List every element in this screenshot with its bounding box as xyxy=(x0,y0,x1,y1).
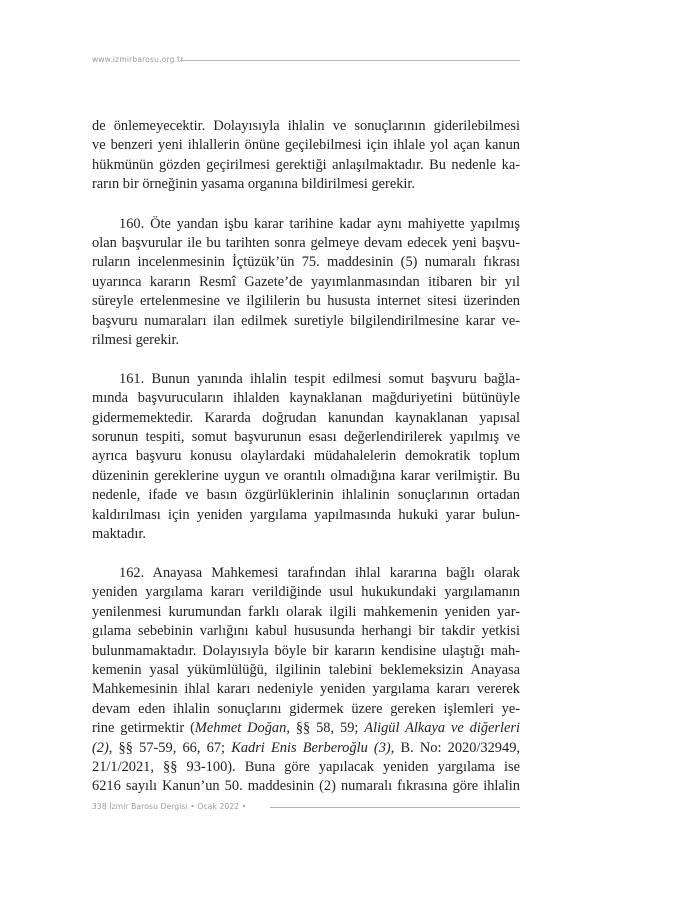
text-line: bulunmamaktadır. Dolayısıyla böyle bir kararın kendisine ulaştığı mah- xyxy=(92,642,520,659)
text-line: yenilenmesi kurumundan farklı olarak ilgili mahkemenin yeniden yar- xyxy=(92,603,520,620)
text-line: gidermemektedir. Kararda doğrudan kanundan kaynaklanan yapısal xyxy=(92,409,520,426)
text-line: kaldırılması için yeniden yargılama yapılmasında hukuki yarar bulun- xyxy=(92,506,520,523)
paragraph-161 xyxy=(92,370,520,545)
text-line: ve benzeri yeni ihlallerin önüne geçilebilmesi için ihlale yol açan kanun xyxy=(92,137,520,154)
text-line: ruların incelenmesinin İçtüzük’ün 75. maddesinin (5) numaralı fıkrası xyxy=(92,254,520,271)
text-line: yeniden yargılama kararı verildiğinde usul hukukundaki yargılamanın xyxy=(92,584,520,601)
text-line: süreyle ertelenmesine ve ilgililerin bu hususta internet sitesi üzerinden xyxy=(92,293,520,310)
text-line: uyarınca kararın Resmî Gazete’de yayımlanmasından itibaren bir yıl xyxy=(92,273,520,290)
header-divider xyxy=(180,60,520,61)
paragraph xyxy=(92,117,520,195)
paragraph-160 xyxy=(92,215,520,351)
text-line: gılama sebebinin varlığını kabul hususunda herhangi bir takdir yetkisi xyxy=(92,623,520,640)
text-line: Mahkemesinin ihlal kararı nedeniyle yeniden yargılama kararı vererek xyxy=(92,681,520,698)
text-line: maktadır. xyxy=(92,526,146,543)
text-line: de önlemeyecektir. Dolayısıyla ihlalin ve sonuçlarının giderilebilmesi xyxy=(92,118,520,134)
footer-page-info: 338 İzmir Barosu Dergisi • Ocak 2022 • xyxy=(92,802,247,811)
text-line: hükmünün gözden geçirilmesi gerektiği anlaşılmaktadır. Bu nedenle ka- xyxy=(92,156,520,173)
text-line: olan başvurular ile bu tarihten sonra gelmeye devam edecek yeni başvu- xyxy=(92,235,520,252)
text-line: 161. Bunun yanında ihlalin tespit edilmesi somut başvuru bağla- xyxy=(119,370,520,387)
text-line: ayrıca başvuru konusu olaylardaki müdahalelerin demokratik toplum xyxy=(92,448,520,465)
text-line: 6216 sayılı Kanun’un 50. maddesinin (2) numaralı fıkrasına göre ihlalin xyxy=(92,778,520,795)
text-line: nedenle, ifade ve basın özgürlüklerinin ihlalinin sonuçlarının ortadan xyxy=(92,487,520,504)
text-line: başvuru numaraları ilan edilmek suretiyle bilgilendirilmesine karar ve- xyxy=(92,312,520,329)
text-line: kemenin yasal yükümlülüğü, ilgilinin talebini beklemeksizin Anayasa xyxy=(92,661,520,678)
text-line: 162. Anayasa Mahkemesi tarafından ihlal kararına bağlı olarak xyxy=(119,564,520,581)
paragraph-162 xyxy=(92,564,520,797)
text-line: rarın bir örneğinin yasama organına bildirilmesi gerekir. xyxy=(92,176,416,193)
text-line: mında başvurucuların ihlalden kaynaklanan mağduriyetini bütünüyle xyxy=(92,390,520,407)
text-line: devam eden ihlalin sonuçlarını gidermek üzere gereken işlemleri ye- xyxy=(92,700,520,717)
text-line-citation: (2), §§ 57-59, 66, 67; Kadri Enis Berberoğlu (3), B. No: 2020/32949, xyxy=(92,739,520,756)
text-line: düzeninin gereklerine uygun ve orantılı olmadığına karar verilmiştir. Bu xyxy=(92,467,520,484)
text-line: 160. Öte yandan işbu karar tarihine kadar aynı mahiyette yapılmış xyxy=(119,215,520,232)
text-line: 21/1/2021, §§ 93-100). Buna göre yapılacak yeniden yargılama ise xyxy=(92,758,520,775)
footer-divider xyxy=(270,807,520,808)
text-line: rilmesi gerekir. xyxy=(92,332,180,349)
text-line-citation: rine getirmektir (Mehmet Doğan, §§ 58, 59; Aligül Alkaya ve diğerleri xyxy=(92,720,520,737)
text-line: sorunun tespiti, somut başvurunun esası değerlendirilerek yapılmış ve xyxy=(92,429,520,446)
document-body xyxy=(92,117,520,816)
header-url: www.izmirbarosu.org.tr xyxy=(92,55,184,64)
